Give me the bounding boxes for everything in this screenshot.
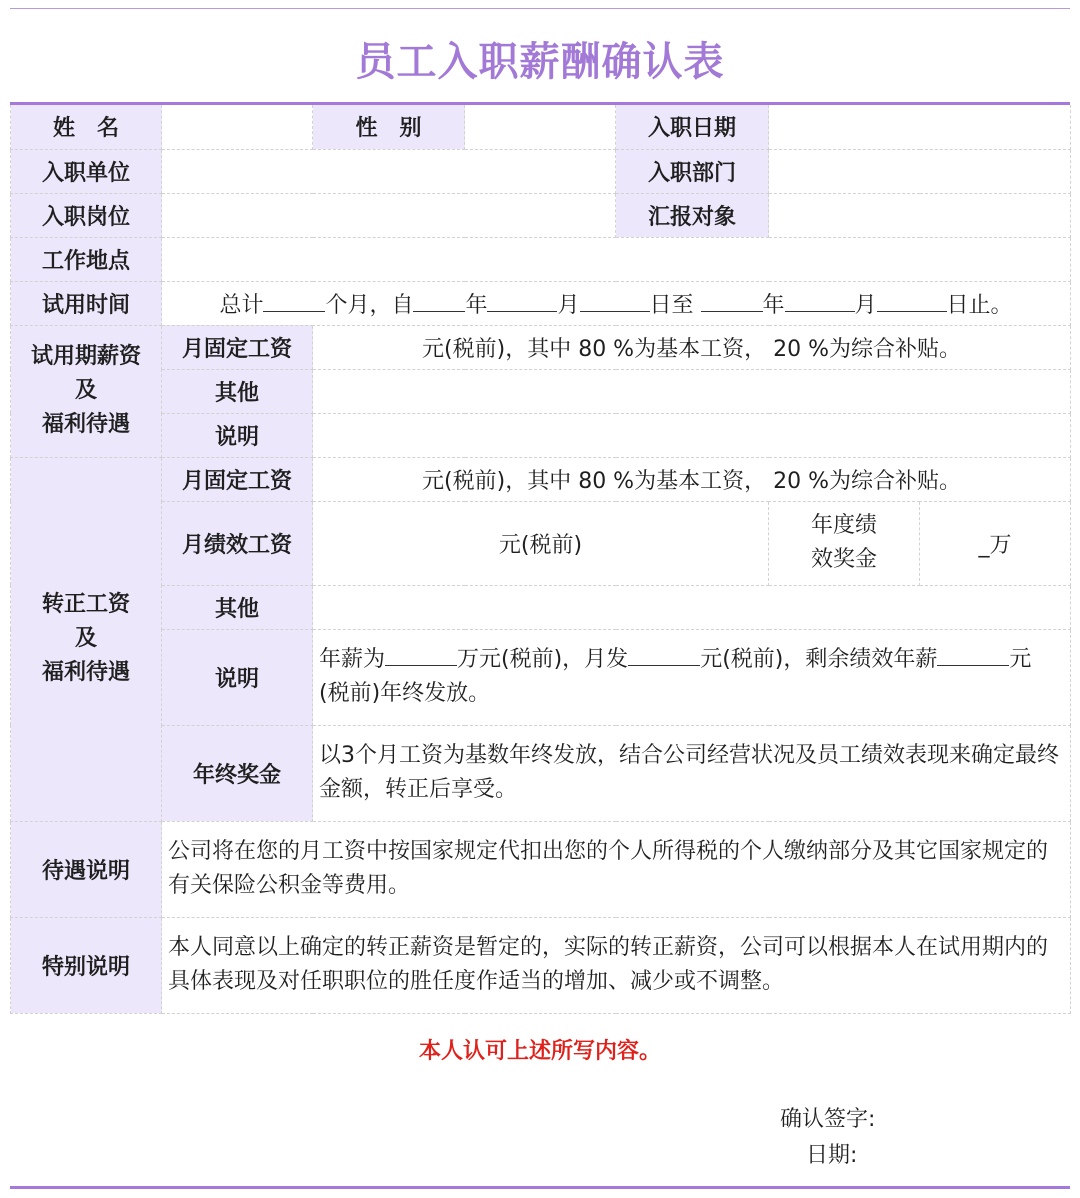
regular-fixed-field[interactable]: 元(税前)，其中 80 %为基本工资， 20 %为综合补贴。 (313, 457, 1071, 501)
regular-perf-field[interactable]: 元(税前) (313, 501, 769, 585)
regular-other-label: 其他 (162, 585, 313, 629)
label-line: 转正工资 (41, 592, 130, 617)
probation-text: 总计 (219, 292, 264, 318)
probation-time-field[interactable] (162, 281, 1071, 325)
label-line: 及 (74, 626, 97, 651)
gender-label: 性 别 (313, 105, 465, 149)
regular-perf-label: 月绩效工资 (162, 501, 313, 585)
regular-note-label: 说明 (162, 629, 313, 725)
regular-salary-label (11, 457, 162, 821)
probation-other-field[interactable] (313, 369, 1071, 413)
note-text: 年薪为 (319, 647, 386, 672)
regular-note-field[interactable] (313, 629, 1071, 725)
entry-unit-field[interactable] (162, 149, 616, 193)
report-to-field[interactable] (769, 193, 1071, 237)
probation-note-label: 说明 (162, 413, 313, 457)
regular-other-field[interactable] (313, 585, 1071, 629)
entry-unit-label: 入职单位 (11, 149, 162, 193)
probation-text: 年 (465, 292, 488, 318)
year-end-bonus-label: 年终奖金 (162, 725, 313, 821)
confirm-statement: 本人认可上述所写内容。 (418, 1039, 661, 1064)
year-end-bonus-text: 以3个月工资为基数年终发放，结合公司经营状况及员工绩效表现来确定最终金额，转正后享受。 (313, 725, 1071, 821)
entry-dept-field[interactable] (769, 149, 1071, 193)
name-label: 姓 名 (11, 105, 162, 149)
name-field[interactable] (162, 105, 313, 149)
annual-salary-blank[interactable] (385, 645, 457, 666)
end-month-blank[interactable] (785, 291, 855, 312)
benefits-note-text: 公司将在您的月工资中按国家规定代扣出您的个人所得税的个人缴纳部分及其它国家规定的有关保险公积金等费用。 (162, 821, 1071, 917)
probation-salary-label (11, 325, 162, 457)
note-line (319, 643, 1064, 677)
annual-bonus-label (769, 501, 920, 585)
regular-fixed-label: 月固定工资 (162, 457, 313, 501)
start-day-blank[interactable] (580, 291, 650, 312)
start-year-blank[interactable] (413, 291, 465, 312)
remaining-perf-blank[interactable] (937, 645, 1009, 666)
label-line: 福利待遇 (41, 660, 130, 685)
note-text: 元(税前)，剩余绩效年薪 (700, 647, 938, 672)
special-note-label: 特别说明 (11, 917, 162, 1013)
probation-text: 个月，自 (325, 292, 414, 318)
top-rule (10, 8, 1070, 9)
probation-text: 日止。 (946, 292, 1013, 318)
benefits-note-label: 待遇说明 (11, 821, 162, 917)
monthly-pay-blank[interactable] (628, 645, 700, 666)
probation-other-label: 其他 (162, 369, 313, 413)
label-line: 年度绩 (810, 513, 877, 538)
end-day-blank[interactable] (877, 291, 947, 312)
note-line: (税前)年终发放。 (319, 681, 491, 706)
probation-text: 日至 (649, 292, 694, 318)
entry-date-label: 入职日期 (616, 105, 769, 149)
gender-field[interactable] (465, 105, 616, 149)
entry-post-label: 入职岗位 (11, 193, 162, 237)
entry-dept-label: 入职部门 (616, 149, 769, 193)
probation-text: 月 (854, 292, 877, 318)
special-note-text: 本人同意以上确定的转正薪资是暂定的，实际的转正薪资，公司可以根据本人在试用期内的具体表现及对任职职位的胜任度作适当的增加、减少或不调整。 (162, 917, 1071, 1013)
months-blank[interactable] (263, 291, 325, 312)
salary-form (10, 105, 1070, 1014)
probation-fixed-label: 月固定工资 (162, 325, 313, 369)
label-line: 效奖金 (810, 547, 877, 572)
label-line: 试用期薪资 (30, 344, 141, 369)
entry-post-field[interactable] (162, 193, 616, 237)
probation-fixed-field[interactable]: 元(税前)，其中 80 %为基本工资， 20 %为综合补贴。 (313, 325, 1071, 369)
probation-note-field[interactable] (313, 413, 1071, 457)
work-location-label: 工作地点 (11, 237, 162, 281)
entry-date-field[interactable] (769, 105, 1071, 149)
note-text: 元 (1009, 647, 1032, 672)
end-year-blank[interactable] (701, 291, 763, 312)
probation-text: 年 (762, 292, 785, 318)
bottom-rule (10, 1186, 1070, 1189)
page-title: 员工入职薪酬确认表 (355, 39, 725, 85)
annual-bonus-field[interactable]: _万 (920, 501, 1071, 585)
probation-time-label: 试用时间 (11, 281, 162, 325)
date-label: 日期: (806, 1143, 858, 1168)
start-month-blank[interactable] (487, 291, 557, 312)
label-line: 及 (74, 378, 97, 403)
signature-label: 确认签字: (780, 1107, 876, 1132)
work-location-field[interactable] (162, 237, 1071, 281)
report-to-label: 汇报对象 (616, 193, 769, 237)
probation-text: 月 (557, 292, 580, 318)
label-line: 福利待遇 (41, 412, 130, 437)
note-text: 万元(税前)，月发 (457, 647, 629, 672)
